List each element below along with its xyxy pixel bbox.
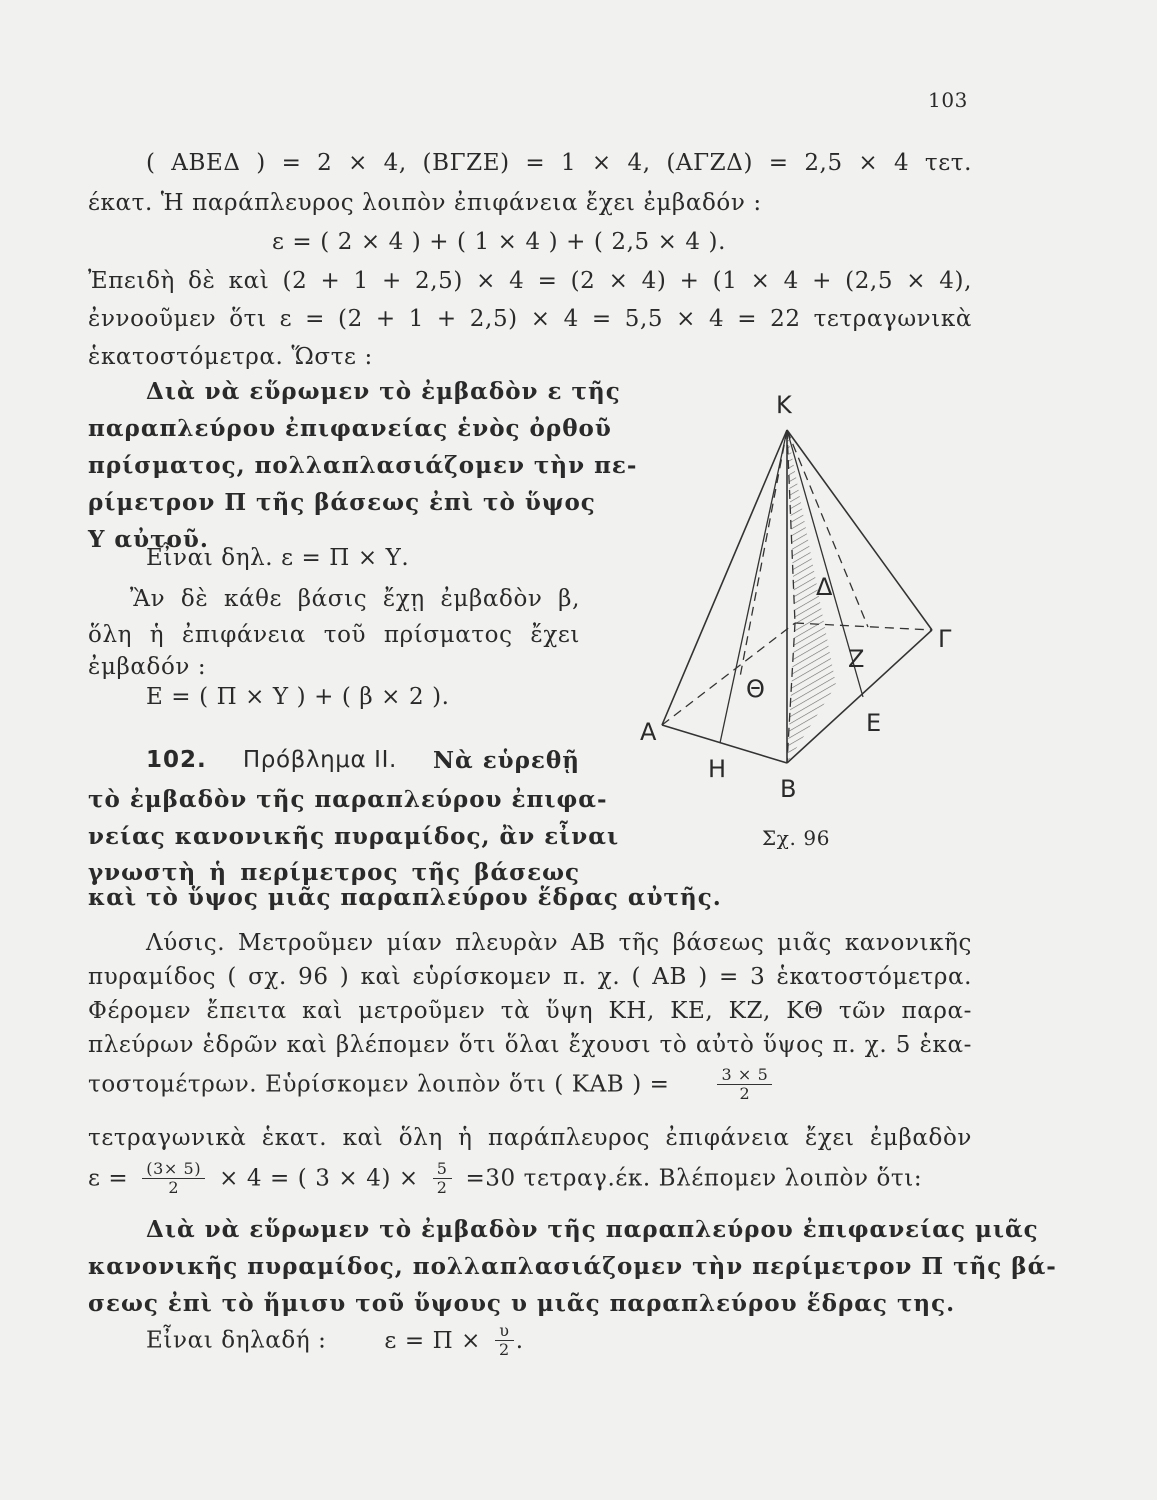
pyramid-figure	[620, 385, 980, 865]
fraction	[717, 1066, 772, 1103]
solution-line	[88, 1066, 778, 1103]
label-TH: Θ	[746, 675, 765, 703]
page-number: 103	[928, 88, 968, 112]
solution-line	[88, 1160, 922, 1197]
fraction	[433, 1160, 452, 1197]
fraction	[142, 1160, 205, 1197]
text-line: ἑκατοστόμετρα. Ὥστε :	[88, 344, 373, 370]
rule-line: πρίσματος, πολλαπλασιάζομεν τὴν πε-	[88, 452, 638, 479]
text-line: έκατ. Ἡ παράπλευρος λοιπὸν ἐπιφάνεια ἔχει ἐμβαδόν :	[88, 190, 762, 216]
problem-number: 102.	[146, 747, 207, 773]
final-formula: ε = Π ×	[384, 1327, 482, 1354]
formula-part: =30 τετραγ.έκ. Βλέπομεν λοιπὸν ὅτι:	[465, 1165, 923, 1192]
edge-KA	[662, 430, 787, 725]
solution-line: πυραμίδος ( σχ. 96 ) καὶ εὑρίσκομεν π. χ. ( ΑΒ ) = 3 ἑκατοστόμετρα.	[88, 964, 972, 990]
rule-line: ρίμετρον Π τῆς βάσεως ἐπὶ τὸ ὕψος	[88, 489, 596, 516]
fraction-numerator: υ	[495, 1322, 514, 1341]
rule-line: κανονικῆς πυραμίδος, πολλαπλασιάζομεν τὴν περίμετρον Π τῆς βά-	[88, 1253, 1057, 1280]
label-B: Β	[780, 775, 797, 803]
fraction-denominator: 2	[498, 1340, 510, 1359]
fraction-denominator: 2	[168, 1178, 180, 1197]
text-line: ἐννοοῦμεν ὅτι ε = (2 + 1 + 2,5) × 4 = 5,5 × 4 = 22 τετραγωνικὰ	[88, 306, 972, 332]
formula: Ε = ( Π × Υ ) + ( β × 2 ).	[146, 684, 450, 710]
solution-line: πλεύρων ἑδρῶν καὶ βλέπομεν ὅτι ὅλαι ἔχουσι τὸ αὐτὸ ὕψος π. χ. 5 ἑκα-	[88, 1032, 972, 1058]
rule-line: Διὰ νὰ εὕρωμεν τὸ ἐμβαδὸν τῆς παραπλεύρου ἐπιφανείας μιᾶς	[146, 1216, 1039, 1243]
problem-line: τὸ ἐμβαδὸν τῆς παραπλεύρου ἐπιφα-	[88, 786, 608, 813]
text-line: Εἶναι δηλ. ε = Π × Υ.	[146, 545, 410, 571]
hidden-edge-AD	[662, 623, 795, 725]
problem-line: καὶ τὸ ὕψος μιᾶς παραπλεύρου ἕδρας αὐτῆς.	[88, 884, 722, 911]
problem-line: γνωστὴ ἡ περίμετρος τῆς βάσεως	[88, 859, 580, 886]
formula-part: × 4 = ( 3 × 4) ×	[219, 1165, 419, 1192]
problem-text: Νὰ εὑρεθῇ	[432, 747, 580, 774]
problem-heading	[146, 747, 580, 774]
label-G: Γ	[938, 625, 952, 653]
text-line: ἐμβαδόν :	[88, 654, 207, 680]
solution-line: Λύσις. Μετροῦμεν μίαν πλευρὰν ΑΒ τῆς βάσεως μιᾶς κανονικῆς	[146, 930, 972, 956]
rule-line: Διὰ νὰ εὕρωμεν τὸ ἐμβαδὸν ε τῆς	[146, 378, 621, 405]
label-E: Ε	[866, 709, 882, 737]
fraction-denominator: 2	[739, 1084, 751, 1103]
text-line: ( ΑΒΕΔ ) = 2 × 4, (ΒΓΖΕ) = 1 × 4, (ΑΓΖΔ) = 2,5 × 4 τετ.	[146, 150, 972, 176]
label-H: Η	[708, 755, 727, 783]
text-line: Ἐπειδὴ δὲ καὶ (2 + 1 + 2,5) × 4 = (2 × 4) + (1 × 4 + (2,5 × 4),	[88, 268, 972, 294]
label-D: Δ	[816, 573, 833, 601]
fraction-numerator: 3 × 5	[717, 1066, 772, 1085]
rule-line: παραπλεύρου ἐπιφανείας ἑνὸς ὀρθοῦ	[88, 415, 612, 442]
label-Z: Ζ	[848, 645, 865, 673]
problem-line: νείας κανονικῆς πυραμίδος, ἂν εἶναι	[88, 823, 620, 850]
formula-part: ε =	[88, 1165, 129, 1192]
problem-title: Πρόβλημα ΙΙ.	[242, 747, 397, 773]
final-text: Εἶναι δηλαδή :	[146, 1327, 327, 1354]
rule-line: Υ αὐτοῦ.	[88, 526, 209, 553]
label-K: Κ	[776, 391, 792, 419]
hidden-height-KTH	[740, 430, 787, 677]
solution-text: τοστομέτρων. Εὑρίσκομεν λοιπὸν ὅτι ( ΚΑΒ ) =	[88, 1071, 670, 1098]
fraction-denominator: 2	[436, 1178, 448, 1197]
text-line: ὅλη ἡ ἐπιφάνεια τοῦ πρίσματος ἔχει	[88, 622, 580, 648]
solution-line: Φέρομεν ἔπειτα καὶ μετροῦμεν τὰ ὕψη ΚΗ, ΚΕ, ΚΖ, ΚΘ τῶν παρα-	[88, 998, 972, 1024]
final-line	[146, 1322, 524, 1359]
text-line: Ἂν δὲ κάθε βάσις ἔχῃ ἐμβαδὸν β,	[130, 586, 580, 612]
final-end: .	[515, 1327, 524, 1354]
figure-caption: Σχ. 96	[762, 826, 831, 850]
formula: ε = ( 2 × 4 ) + ( 1 × 4 ) + ( 2,5 × 4 ).	[272, 229, 727, 255]
label-A: Α	[640, 718, 657, 746]
solution-line: τετραγωνικὰ ἑκατ. καὶ ὅλη ἡ παράπλευρος ἐπιφάνεια ἔχει ἐμβαδὸν	[88, 1125, 972, 1151]
rule-line: σεως ἐπὶ τὸ ἥμισυ τοῦ ὕψους υ μιᾶς παραπλεύρου ἕδρας της.	[88, 1290, 956, 1317]
fraction-numerator: 5	[433, 1160, 452, 1179]
fraction	[495, 1322, 514, 1359]
fraction-numerator: (3× 5)	[142, 1160, 205, 1179]
